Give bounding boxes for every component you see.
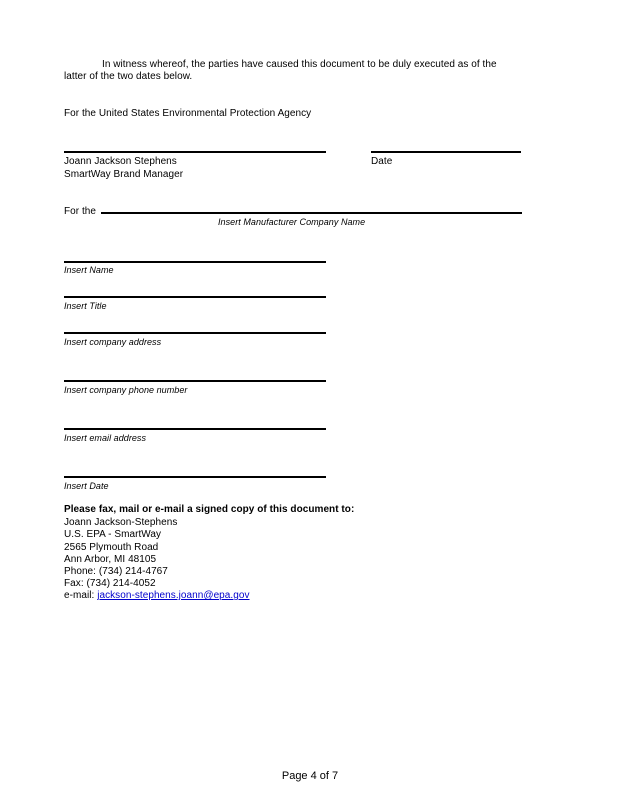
contact-heading: Please fax, mail or e-mail a signed copy of this document to:: [64, 504, 355, 515]
witness-paragraph-line-1: In witness whereof, the parties have caused this document to be duly executed as of the: [102, 59, 497, 70]
date-field-line: [64, 476, 326, 478]
page-number-footer: Page 4 of 7: [281, 770, 339, 782]
contact-fax: Fax: (734) 214-4052: [64, 578, 156, 589]
epa-section-heading: For the United States Environmental Protection Agency: [64, 108, 312, 119]
name-field-line: [64, 261, 326, 263]
company-name-placeholder: Insert Manufacturer Company Name: [218, 217, 366, 227]
address-field-label: Insert company address: [64, 337, 162, 347]
email-field-line: [64, 428, 326, 430]
contact-street: 2565 Plymouth Road: [64, 542, 159, 553]
company-name-line: [101, 212, 522, 214]
epa-date-line: [371, 151, 521, 153]
phone-field-line: [64, 380, 326, 382]
name-field-label: Insert Name: [64, 265, 114, 275]
contact-city: Ann Arbor, MI 48105: [64, 554, 157, 565]
witness-paragraph-line-2: latter of the two dates below.: [64, 71, 193, 82]
date-field-label: Insert Date: [64, 481, 109, 491]
epa-date-label: Date: [371, 156, 393, 167]
email-field-label: Insert email address: [64, 433, 147, 443]
epa-signer-title: SmartWay Brand Manager: [64, 169, 184, 180]
for-the-label: For the: [64, 206, 97, 217]
epa-signature-line: [64, 151, 326, 153]
contact-email-link[interactable]: jackson-stephens.joann@epa.gov: [97, 590, 250, 601]
address-field-line: [64, 332, 326, 334]
contact-name: Joann Jackson-Stephens: [64, 517, 178, 528]
contact-email-label: e-mail:: [64, 590, 95, 601]
contact-org: U.S. EPA - SmartWay: [64, 529, 162, 540]
title-field-line: [64, 296, 326, 298]
contact-email-row: [64, 589, 250, 602]
title-field-label: Insert Title: [64, 301, 107, 311]
phone-field-label: Insert company phone number: [64, 385, 188, 395]
epa-signer-name: Joann Jackson Stephens: [64, 156, 177, 167]
contact-phone: Phone: (734) 214-4767: [64, 566, 168, 577]
